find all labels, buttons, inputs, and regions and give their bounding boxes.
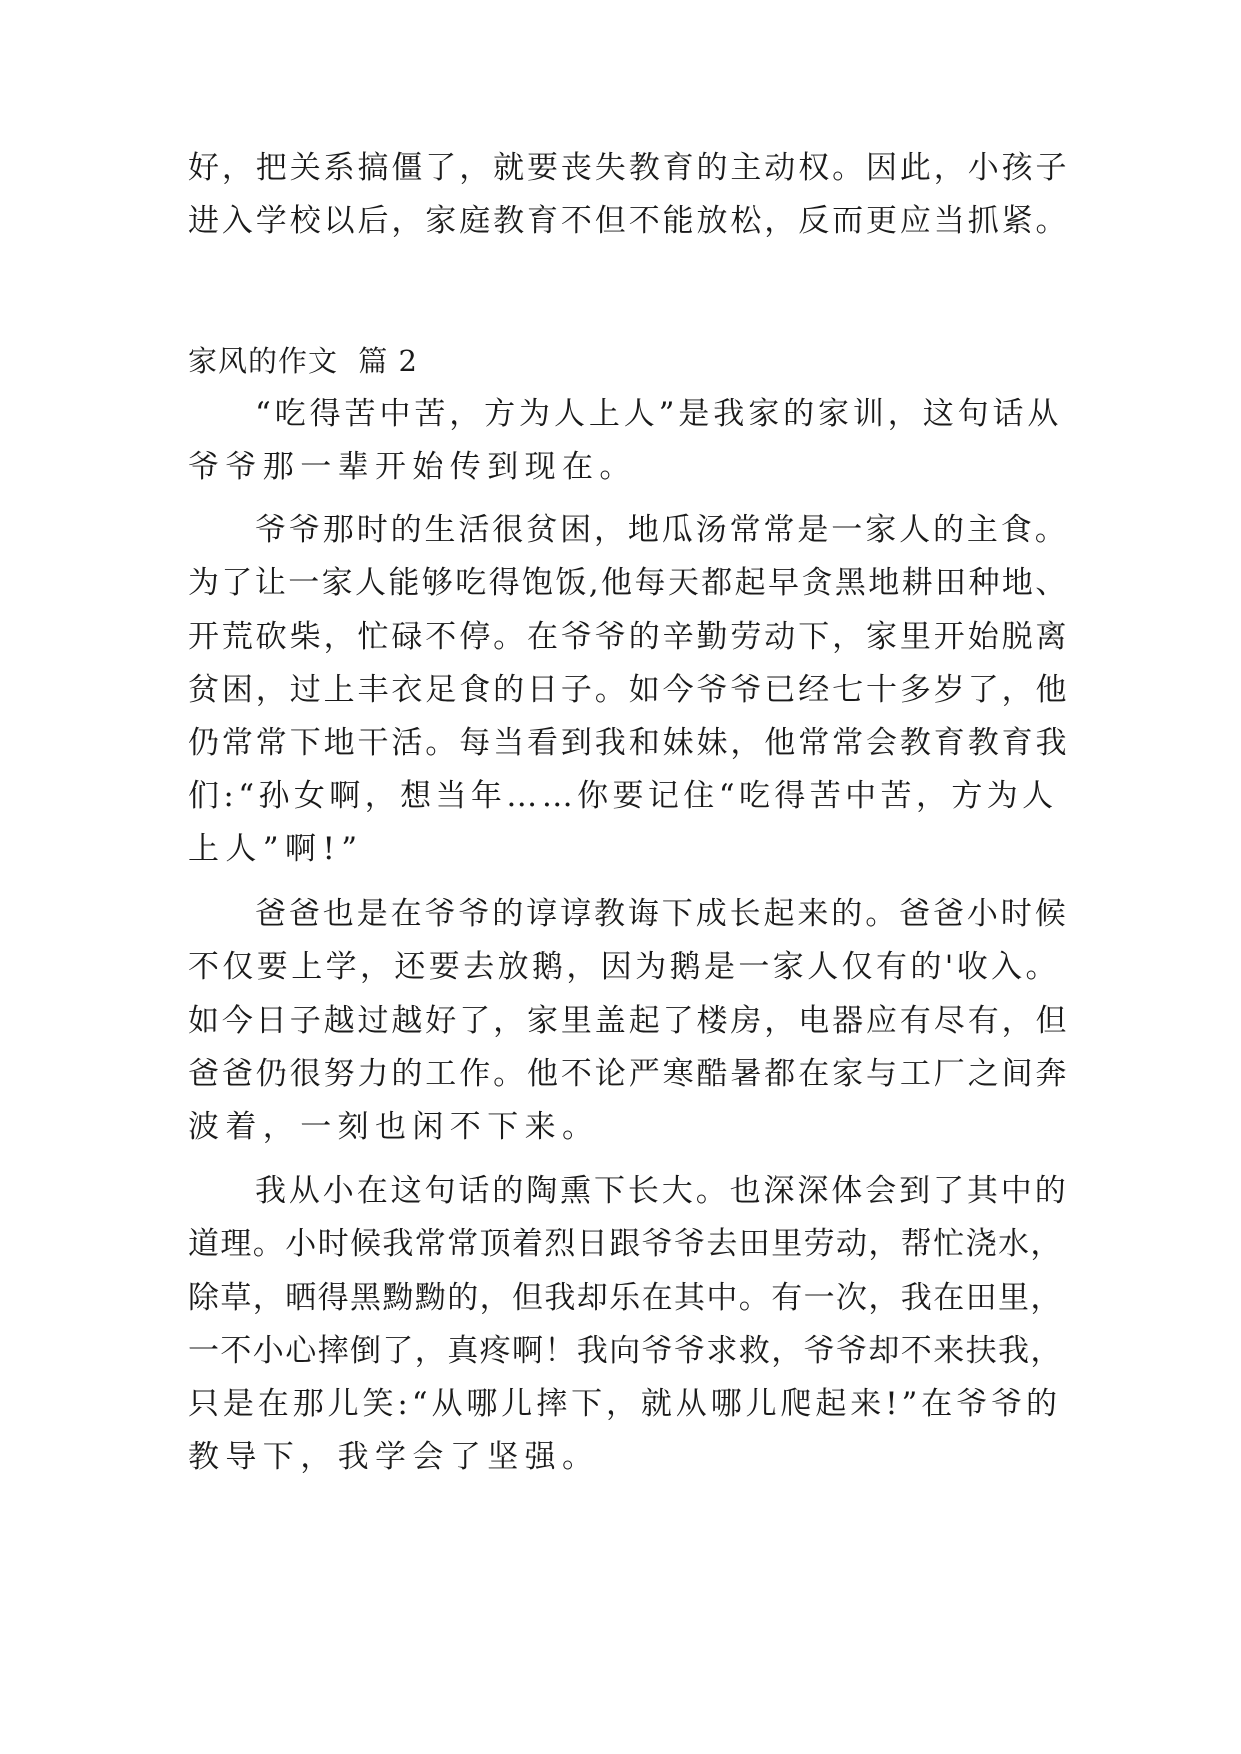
section-label: 篇 2 xyxy=(358,344,418,378)
intro-line: 好，把关系搞僵了，就要丧失教育的主动权。因此，小孩子 xyxy=(188,150,1070,186)
section-heading xyxy=(188,341,418,381)
paragraph-line: 贫困，过上丰衣足食的日子。如今爷爷已经七十多岁了，他 xyxy=(188,672,1070,708)
paragraph-line: 除草，晒得黑黝黝的，但我却乐在其中。有一次，我在田里， xyxy=(188,1280,1063,1316)
paragraph-line: 仍常常下地干活。每当看到我和妹妹，他常常会教育教育我 xyxy=(188,725,1070,761)
paragraph-line: 爷爷那一辈开始传到现在。 xyxy=(188,449,637,485)
paragraph-line: 道理。小时候我常常顶着烈日跟爷爷去田里劳动，帮忙浇水， xyxy=(188,1226,1063,1262)
paragraph-line: 只是在那儿笑:“从哪儿摔下，就从哪儿爬起来!”在爷爷的 xyxy=(188,1386,1061,1422)
paragraph-line: 波着，一刻也闲不下来。 xyxy=(188,1109,600,1145)
paragraph-line: 不仅要上学，还要去放鹅，因为鹅是一家人仅有的'收入。 xyxy=(188,949,1060,985)
paragraph-line: 爸爸仍很努力的工作。他不论严寒酷暑都在家与工厂之间奔 xyxy=(188,1056,1070,1092)
paragraph-line: 爷爷那时的生活很贫困，地瓜汤常常是一家人的主食。 xyxy=(255,512,1069,548)
paragraph-line: 教导下，我学会了坚强。 xyxy=(188,1439,600,1475)
paragraph-line: 如今日子越过越好了，家里盖起了楼房，电器应有尽有，但 xyxy=(188,1003,1070,1039)
paragraph-line: “吃得苦中苦，方为人上人”是我家的家训，这句话从 xyxy=(255,396,1063,432)
paragraph-line: 为了让一家人能够吃得饱饭,他每天都起早贪黑地耕田种地、 xyxy=(188,565,1069,601)
paragraph-line: 开荒砍柴，忙碌不停。在爷爷的辛勤劳动下，家里开始脱离 xyxy=(188,619,1070,655)
paragraph-line: 们:“孙女啊，想当年……你要记住“吃得苦中苦，方为人 xyxy=(188,778,1058,814)
paragraph-line: 上人”啊!” xyxy=(188,831,364,867)
paragraph-line: 爸爸也是在爷爷的谆谆教诲下成长起来的。爸爸小时候 xyxy=(255,896,1069,932)
section-title: 家风的作文 xyxy=(188,344,339,378)
paragraph-line: 一不小心摔倒了，真疼啊！我向爷爷求救，爷爷却不来扶我， xyxy=(188,1333,1063,1369)
intro-line: 进入学校以后，家庭教育不但不能放松，反而更应当抓紧。 xyxy=(188,203,1070,239)
paragraph-line: 我从小在这句话的陶熏下长大。也深深体会到了其中的 xyxy=(255,1173,1069,1209)
